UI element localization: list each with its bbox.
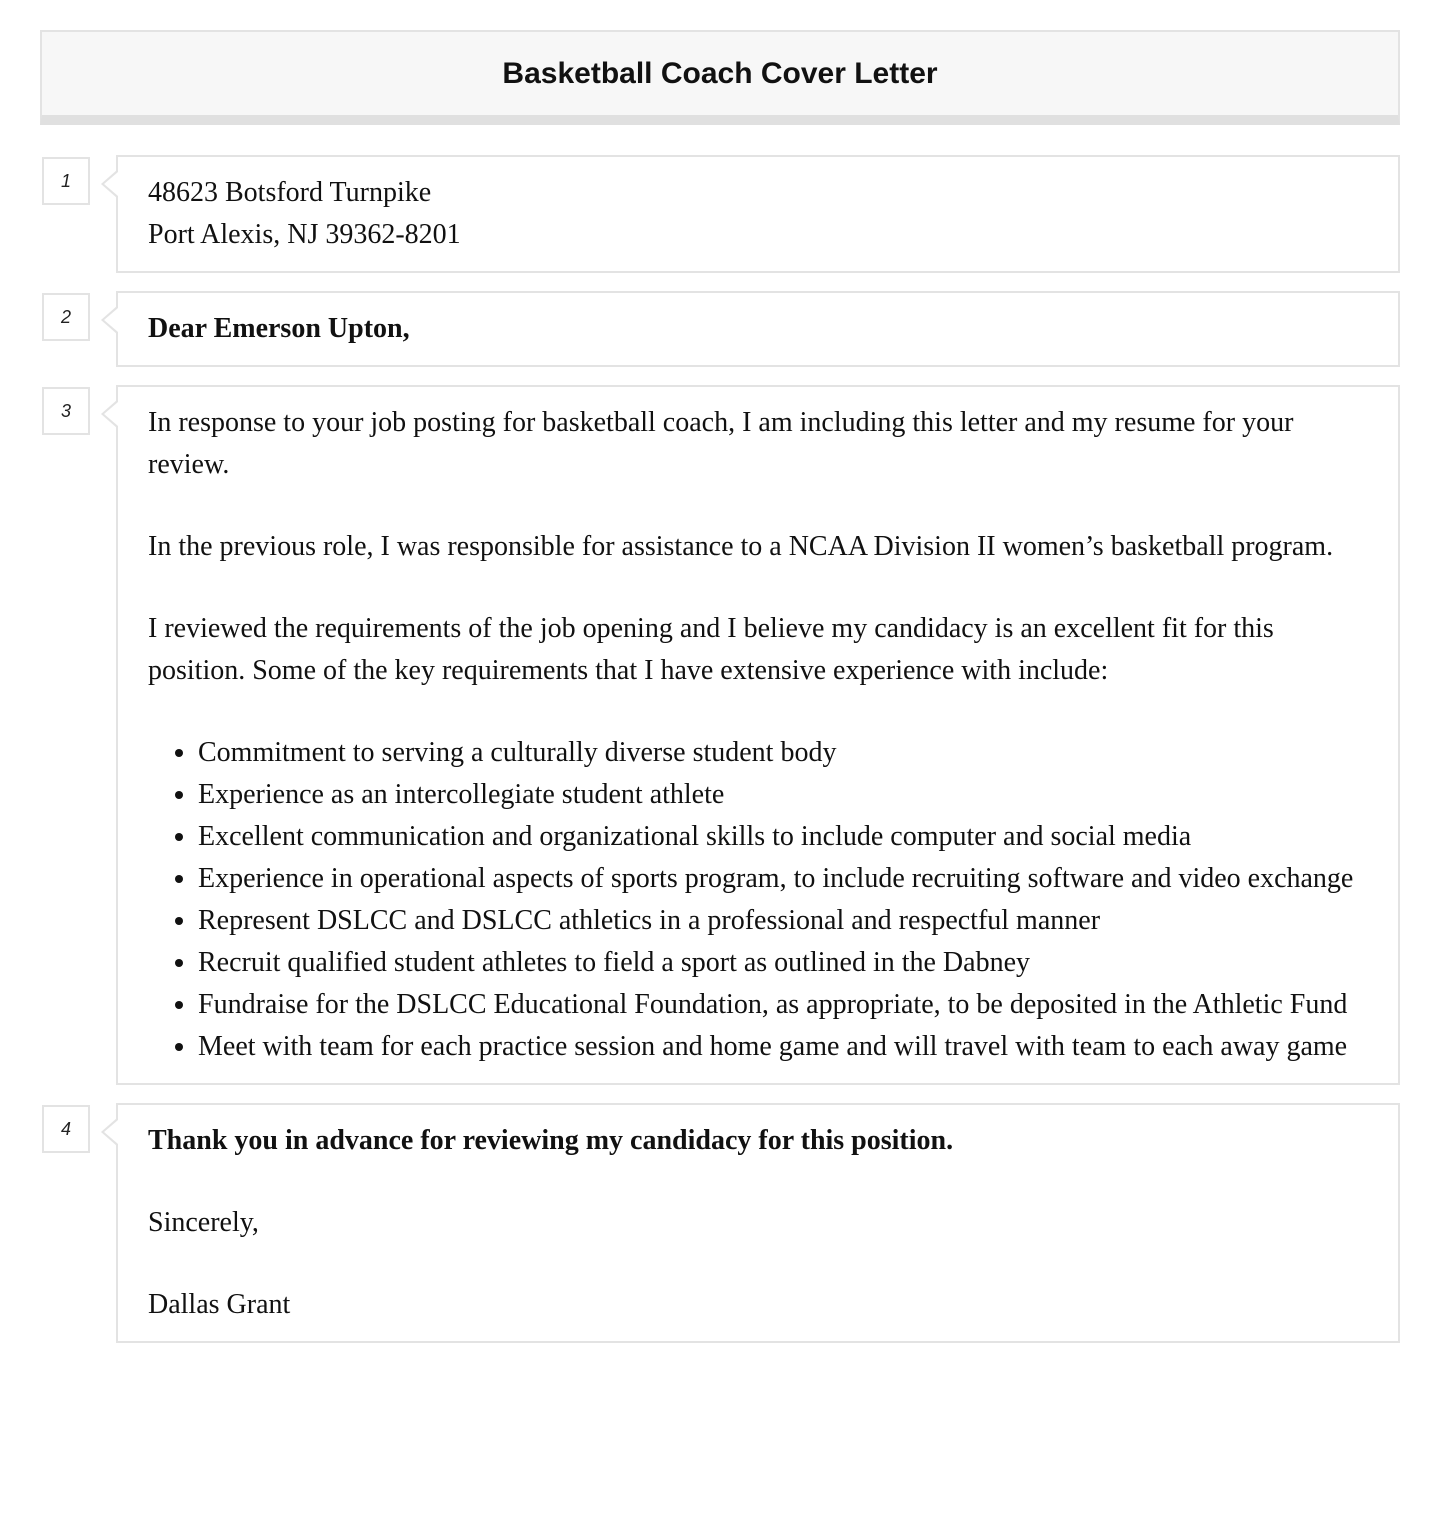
list-item: • Represent DSLCC and DSLCC athletics in a professional and respectful manner: [198, 900, 1368, 942]
list-item: • Commitment to serving a culturally diverse student body: [198, 732, 1368, 774]
body-paragraph: I reviewed the requirements of the job opening and I believe my candidacy is an excellent fit for this position. Some of the key requirements that I have extensive experience with include:: [148, 613, 1274, 686]
body-block: [116, 385, 1400, 1085]
page-title: Basketball Coach Cover Letter: [502, 56, 938, 90]
section-number: 2: [42, 293, 90, 341]
letter-sections: [42, 155, 1400, 1361]
body-paragraph: In the previous role, I was responsible for assistance to a NCAA Division II women’s basketball program.: [148, 531, 1334, 562]
list-item: • Excellent communication and organizational skills to include computer and social media: [198, 816, 1368, 858]
list-item: • Experience as an intercollegiate student athlete: [198, 774, 1368, 816]
address-line-1: 48623 Botsford Turnpike: [148, 177, 432, 208]
section-number: 1: [42, 157, 90, 205]
section-address: [42, 155, 1400, 273]
signoff: Sincerely,: [148, 1207, 259, 1238]
list-item: • Fundraise for the DSLCC Educational Foundation, as appropriate, to be deposited in the Athletic Fund: [198, 984, 1368, 1026]
section-greeting: [42, 291, 1400, 367]
body-paragraph: In response to your job posting for basketball coach, I am including this letter and my resume for your review.: [148, 407, 1294, 480]
page-header: [40, 30, 1400, 125]
signature-name: Dallas Grant: [148, 1289, 291, 1320]
address-line-2: Port Alexis, NJ 39362-8201: [148, 219, 461, 250]
list-item: • Recruit qualified student athletes to field a sport as outlined in the Dabney: [198, 942, 1368, 984]
closing-statement: Thank you in advance for reviewing my candidacy for this position.: [148, 1125, 954, 1156]
address-block: [116, 155, 1400, 273]
section-number: 4: [42, 1105, 90, 1153]
greeting-block: [116, 291, 1400, 367]
section-body: [42, 385, 1400, 1085]
greeting: Dear Emerson Upton,: [148, 313, 410, 344]
section-closing: [42, 1103, 1400, 1343]
list-item: • Meet with team for each practice session and home game and will travel with team to each away game: [198, 1026, 1368, 1068]
requirements-list: [148, 732, 1368, 1068]
section-number: 3: [42, 387, 90, 435]
closing-block: [116, 1103, 1400, 1343]
list-item: • Experience in operational aspects of sports program, to include recruiting software and video exchange: [198, 858, 1368, 900]
